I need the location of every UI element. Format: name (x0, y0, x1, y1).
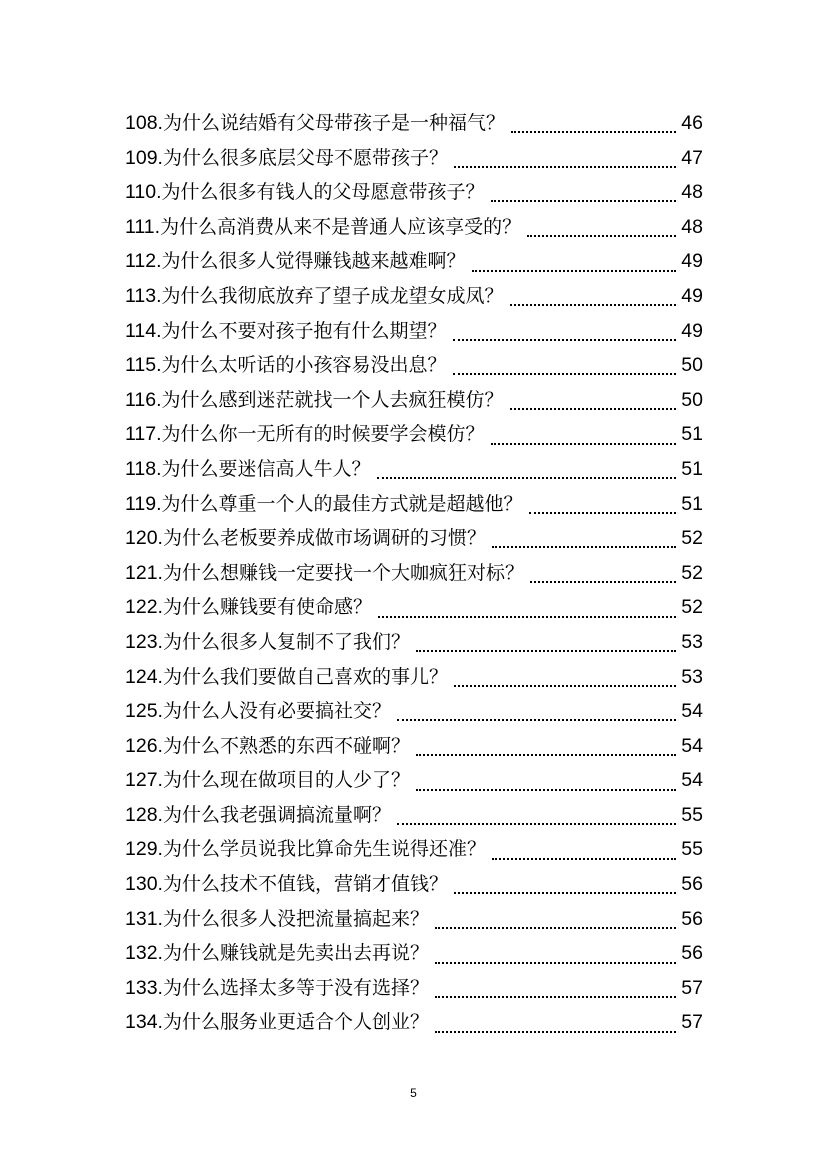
toc-entry[interactable] (125, 417, 703, 452)
toc-entry-text: 为什么感到迷茫就找一个人去疯狂模仿？ (161, 388, 504, 411)
toc-entry-number: 108. (125, 112, 163, 134)
toc-entry-title (125, 763, 410, 798)
toc-entry-text: 为什么我老强调搞流量啊？ (162, 803, 391, 826)
toc-entry[interactable] (125, 175, 703, 210)
toc-dot-leader (416, 754, 676, 756)
toc-entry-text: 为什么高消费从来不是普通人应该享受的？ (160, 215, 522, 238)
toc-dot-leader (453, 339, 677, 341)
toc-entry-title (125, 729, 410, 764)
toc-entry-text: 为什么很多人觉得赚钱越来越难啊？ (161, 250, 466, 273)
toc-entry-page: 54 (681, 700, 703, 723)
toc-entry-number: 120. (125, 527, 163, 550)
toc-dot-leader (529, 512, 677, 514)
toc-entry-text: 为什么技术不值钱，营销才值钱？ (162, 873, 448, 896)
toc-entry-title (125, 487, 523, 522)
toc-entry-number: 133. (125, 976, 163, 999)
toc-entry-text: 为什么不要对孩子抱有什么期望？ (161, 319, 447, 342)
toc-entry-title (125, 348, 447, 383)
toc-entry[interactable] (125, 106, 703, 141)
toc-dot-leader (435, 962, 676, 964)
toc-entry-page: 49 (681, 284, 703, 307)
toc-entry-title (125, 902, 429, 937)
toc-dot-leader (454, 892, 676, 894)
toc-entry[interactable] (125, 141, 703, 176)
toc-entry-number: 123. (125, 630, 163, 653)
toc-entry-number: 131. (125, 907, 163, 930)
toc-entry-page: 54 (681, 734, 703, 757)
toc-entry[interactable] (125, 348, 703, 383)
toc-entry[interactable] (125, 210, 703, 245)
toc-entry[interactable] (125, 660, 703, 695)
page-number: 5 (410, 1086, 417, 1100)
toc-entry-text: 为什么不熟悉的东西不碰啊？ (162, 734, 410, 757)
toc-entry[interactable] (125, 763, 703, 798)
toc-entry-title (125, 141, 448, 176)
toc-entry-title (125, 279, 504, 314)
toc-entry-title (125, 867, 448, 902)
toc-entry-title (125, 244, 466, 279)
toc-entry-number: 130. (125, 873, 163, 896)
toc-entry-page: 54 (681, 769, 703, 792)
toc-dot-leader (472, 270, 677, 272)
toc-entry-text: 为什么很多有钱人的父母愿意带孩子？ (161, 181, 485, 204)
toc-entry-title (125, 832, 486, 867)
toc-entry-page: 57 (681, 976, 703, 999)
toc-entry-page: 51 (681, 492, 703, 515)
toc-entry-number: 116. (125, 388, 162, 411)
toc-entry-number: 111. (125, 215, 161, 238)
toc-entry-title (125, 556, 524, 591)
toc-entry-page: 56 (681, 873, 703, 896)
toc-dot-leader (435, 996, 676, 998)
toc-entry-page: 51 (681, 457, 703, 480)
toc-entry-text: 为什么太听话的小孩容易没出息？ (161, 354, 447, 377)
toc-entry[interactable] (125, 590, 703, 625)
toc-entry[interactable] (125, 832, 703, 867)
toc-entry-text: 为什么服务业更适合个人创业？ (162, 1011, 429, 1034)
toc-entry-number: 113. (125, 284, 162, 307)
toc-entry-number: 125. (125, 700, 163, 723)
toc-entry-number: 114. (125, 319, 162, 342)
toc-entry-number: 117. (125, 423, 162, 446)
toc-entry-title (125, 452, 371, 487)
toc-entry-title (125, 383, 504, 418)
toc-entry[interactable] (125, 521, 703, 556)
toc-entry[interactable] (125, 487, 703, 522)
toc-entry-number: 129. (125, 838, 163, 861)
toc-entry[interactable] (125, 798, 703, 833)
toc-entry-page: 53 (681, 630, 703, 653)
toc-entry-page: 56 (681, 942, 703, 965)
toc-entry[interactable] (125, 694, 703, 729)
toc-entry[interactable] (125, 902, 703, 937)
toc-dot-leader (453, 373, 677, 375)
toc-entry[interactable] (125, 244, 703, 279)
toc-entry[interactable] (125, 279, 703, 314)
toc-entry[interactable] (125, 729, 703, 764)
toc-dot-leader (397, 719, 676, 721)
toc-dot-leader (492, 546, 676, 548)
toc-entry-number: 119. (125, 492, 162, 515)
toc-dot-leader (491, 443, 677, 445)
toc-entry-text: 为什么学员说我比算命先生说得还准？ (162, 838, 486, 861)
toc-entry-title (125, 694, 391, 729)
toc-entry-text: 为什么我们要做自己喜欢的事儿？ (162, 665, 448, 688)
toc-dot-leader (492, 858, 676, 860)
toc-entry-number: 127. (125, 769, 163, 792)
toc-entry-title (125, 660, 448, 695)
table-of-contents (125, 106, 703, 1040)
toc-entry-text: 为什么你一无所有的时候要学会模仿？ (161, 423, 485, 446)
toc-entry-page: 49 (681, 319, 703, 342)
toc-entry-number: 121. (125, 561, 163, 584)
toc-dot-leader (530, 581, 676, 583)
toc-entry[interactable] (125, 556, 703, 591)
toc-entry[interactable] (125, 452, 703, 487)
toc-entry[interactable] (125, 383, 703, 418)
toc-entry-number: 122. (125, 596, 163, 619)
toc-entry[interactable] (125, 314, 703, 349)
toc-entry-number: 124. (125, 665, 163, 688)
toc-entry-text: 为什么想赚钱一定要找一个大咖疯狂对标？ (162, 561, 524, 584)
toc-dot-leader (378, 616, 676, 618)
toc-entry-text: 为什么说结婚有父母带孩子是一种福气？ (162, 112, 505, 134)
toc-dot-leader (510, 304, 677, 306)
toc-entry-title (125, 417, 485, 452)
toc-entry-text: 为什么要迷信高人牛人？ (161, 457, 371, 480)
toc-entry-title (125, 210, 521, 245)
toc-dot-leader (397, 823, 676, 825)
toc-entry-number: 118. (125, 457, 162, 480)
toc-entry-text: 为什么尊重一个人的最佳方式就是超越他？ (161, 492, 523, 515)
toc-entry-page: 48 (681, 181, 703, 204)
toc-entry-text: 为什么人没有必要搞社交？ (162, 700, 391, 723)
toc-entry-title (125, 625, 410, 660)
toc-entry-text: 为什么选择太多等于没有选择？ (162, 976, 429, 999)
toc-entry-number: 132. (125, 942, 163, 965)
toc-entry-page: 51 (681, 423, 703, 446)
toc-dot-leader (435, 1031, 676, 1033)
toc-entry-page: 55 (681, 838, 703, 861)
toc-dot-leader (511, 131, 676, 133)
toc-dot-leader (454, 166, 676, 168)
toc-entry-title (125, 590, 372, 625)
toc-entry-number: 110. (125, 181, 162, 204)
toc-entry-page: 55 (681, 803, 703, 826)
toc-entry-title (125, 314, 447, 349)
toc-entry-page: 49 (681, 250, 703, 273)
toc-entry-text: 为什么赚钱就是先卖出去再说？ (162, 942, 429, 965)
toc-entry-page: 56 (681, 907, 703, 930)
toc-entry-text: 为什么老板要养成做市场调研的习惯？ (162, 527, 486, 550)
toc-entry-title (125, 971, 429, 1006)
toc-entry-page: 50 (681, 354, 703, 377)
toc-entry[interactable] (125, 936, 703, 971)
toc-dot-leader (435, 927, 676, 929)
toc-entry-text: 为什么很多人复制不了我们？ (162, 630, 410, 653)
toc-entry-text: 为什么很多底层父母不愿带孩子？ (162, 146, 448, 169)
toc-entry-page: 47 (681, 146, 703, 169)
toc-entry-text: 为什么现在做项目的人少了？ (162, 769, 410, 792)
toc-entry-title (125, 106, 505, 141)
toc-entry-page: 48 (681, 215, 703, 238)
toc-entry[interactable] (125, 625, 703, 660)
toc-dot-leader (491, 200, 677, 202)
toc-dot-leader (510, 408, 677, 410)
toc-dot-leader (527, 235, 676, 237)
toc-entry-title (125, 175, 485, 210)
toc-entry-number: 134. (125, 1011, 163, 1034)
toc-entry-text: 为什么很多人没把流量搞起来？ (162, 907, 429, 930)
toc-entry[interactable] (125, 971, 703, 1006)
toc-dot-leader (454, 685, 676, 687)
toc-entry-page: 52 (681, 596, 703, 619)
toc-entry-page: 46 (681, 112, 703, 134)
toc-entry-page: 50 (681, 388, 703, 411)
toc-entry-number: 115. (125, 354, 162, 377)
toc-entry-title (125, 936, 429, 971)
toc-entry-number: 126. (125, 734, 163, 757)
toc-entry-page: 57 (681, 1011, 703, 1034)
toc-entry[interactable] (125, 867, 703, 902)
toc-entry-number: 128. (125, 803, 163, 826)
toc-entry[interactable] (125, 1005, 703, 1040)
toc-entry-page: 52 (681, 561, 703, 584)
toc-entry-page: 53 (681, 665, 703, 688)
toc-dot-leader (416, 789, 676, 791)
toc-dot-leader (416, 650, 676, 652)
toc-entry-text: 为什么赚钱要有使命感？ (162, 596, 372, 619)
toc-entry-number: 112. (125, 250, 162, 273)
toc-entry-title (125, 1005, 429, 1040)
toc-entry-page: 52 (681, 527, 703, 550)
toc-entry-title (125, 521, 486, 556)
toc-entry-text: 为什么我彻底放弃了望子成龙望女成凤？ (161, 284, 504, 307)
toc-entry-number: 109. (125, 146, 163, 169)
toc-entry-title (125, 798, 391, 833)
toc-dot-leader (377, 477, 677, 479)
